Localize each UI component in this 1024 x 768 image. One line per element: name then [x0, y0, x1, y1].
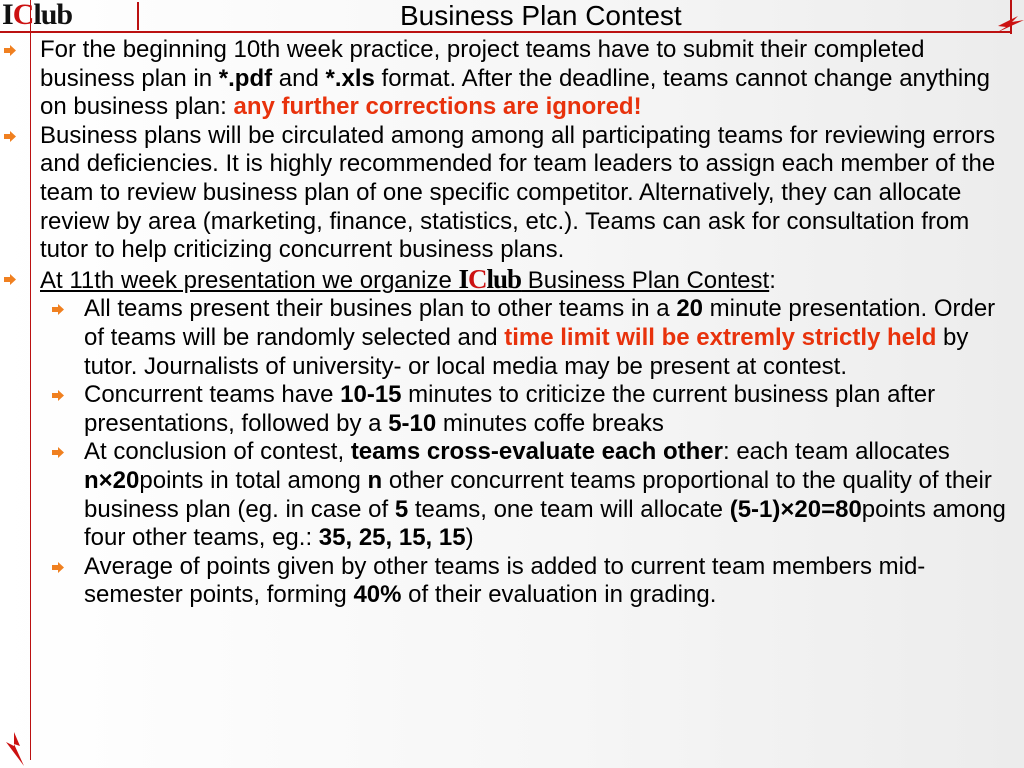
sub-bullet: [0, 295, 1024, 381]
sub-text: minute presentation. Order of teams will be randomly selected and: [84, 295, 996, 351]
bold-text: 5: [394, 495, 409, 523]
sub-text: points among four other teams, eg.:: [84, 495, 1006, 552]
lightning-bolt-icon: [2, 732, 30, 766]
logo-letter-c: C: [468, 263, 487, 294]
bullet-paragraph: [0, 36, 1024, 122]
bold-text: *.xls: [325, 64, 375, 92]
sub-text: by tutor. Journalists of university- or local media may be present at contest.: [84, 323, 969, 380]
paragraph-text: At 11th week presentation we organize: [40, 266, 459, 294]
iqlub-logo: [2, 0, 72, 30]
sub-text: teams, one team will allocate: [408, 495, 730, 523]
lightning-bolt-icon: [990, 6, 1024, 34]
sub-text: At conclusion of contest,: [84, 438, 351, 466]
paragraph-text: :: [769, 266, 776, 294]
bold-text: *.pdf: [218, 64, 273, 92]
sub-text: minutes to criticize the current business plan after presentations, followed by a: [84, 381, 936, 437]
bold-text: 20: [676, 295, 704, 323]
sub-text: ): [465, 524, 474, 552]
logo-rest: lub: [33, 0, 73, 31]
orange-arrow-icon: [52, 390, 64, 401]
bold-text: n×20: [84, 466, 140, 494]
orange-arrow-icon: [4, 131, 16, 142]
bold-text: 10-15: [340, 381, 402, 409]
orange-arrow-icon: [52, 447, 64, 458]
sub-bullet: [0, 381, 1024, 438]
sub-text: All teams present their busines plan to other teams in a: [84, 295, 677, 323]
paragraph-text: and: [272, 64, 326, 92]
bullet-paragraph: [0, 122, 1024, 265]
orange-arrow-icon: [4, 45, 16, 56]
page-title: Business Plan Contest: [400, 0, 682, 31]
bold-text: teams cross-evaluate each other: [350, 438, 723, 466]
inline-iqlub-logo: [458, 264, 521, 294]
sub-text: other concurrent teams proportional to the quality of their business plan (eg. in case of: [84, 466, 992, 523]
bold-text: n: [367, 466, 383, 494]
orange-arrow-icon: [52, 304, 64, 315]
bullet-paragraph: [0, 265, 1024, 296]
paragraph-text: format. After the deadline, teams cannot change anything on business plan:: [40, 64, 990, 121]
paragraph-text: Business plans will be circulated among among all participating teams for reviewing errors and deficiencies. It is highly recommended for team leaders to assign each member of the team to review business plan of one specific competitor. Alternatively, they can allocate review by area (marketing, finance, statistics, etc.). Teams can ask for consultation from tutor to help criticizing concurrent business plans.: [40, 121, 996, 264]
bold-text: 5-10: [388, 409, 437, 437]
bold-text: 35, 25, 15, 15: [318, 524, 466, 552]
logo-rest: lub: [486, 263, 522, 294]
sub-text: Average of points given by other teams is added to current team members mid-semester points, forming: [84, 552, 926, 609]
logo-letter-i: I: [458, 263, 468, 294]
logo-letter-i: I: [2, 0, 13, 31]
slide-body: [0, 36, 1024, 610]
orange-arrow-icon: [52, 562, 64, 573]
sub-text: of their evaluation in grading.: [401, 581, 717, 609]
sub-text: : each team allocates: [723, 438, 950, 466]
bold-text: (5-1)×20=80: [729, 495, 862, 523]
logo-letter-c: C: [12, 0, 34, 31]
paragraph-text: Business Plan Contest: [521, 266, 770, 294]
sub-text: minutes coffe breaks: [436, 409, 664, 437]
sub-text: points in total among: [139, 466, 368, 494]
underlined-text: [40, 263, 770, 294]
sub-bullet: [0, 438, 1024, 552]
sub-text: Concurrent teams have: [84, 381, 341, 409]
orange-arrow-icon: [4, 274, 16, 285]
highlight-text: any further corrections are ignored!: [233, 93, 642, 121]
paragraph-text: For the beginning 10th week practice, project teams have to submit their completed business plan in: [40, 36, 925, 92]
sub-bullet: [0, 553, 1024, 610]
highlight-text: time limit will be extremly strictly held: [504, 323, 937, 351]
bold-text: 40%: [353, 581, 402, 609]
logo-separator: [137, 2, 139, 30]
